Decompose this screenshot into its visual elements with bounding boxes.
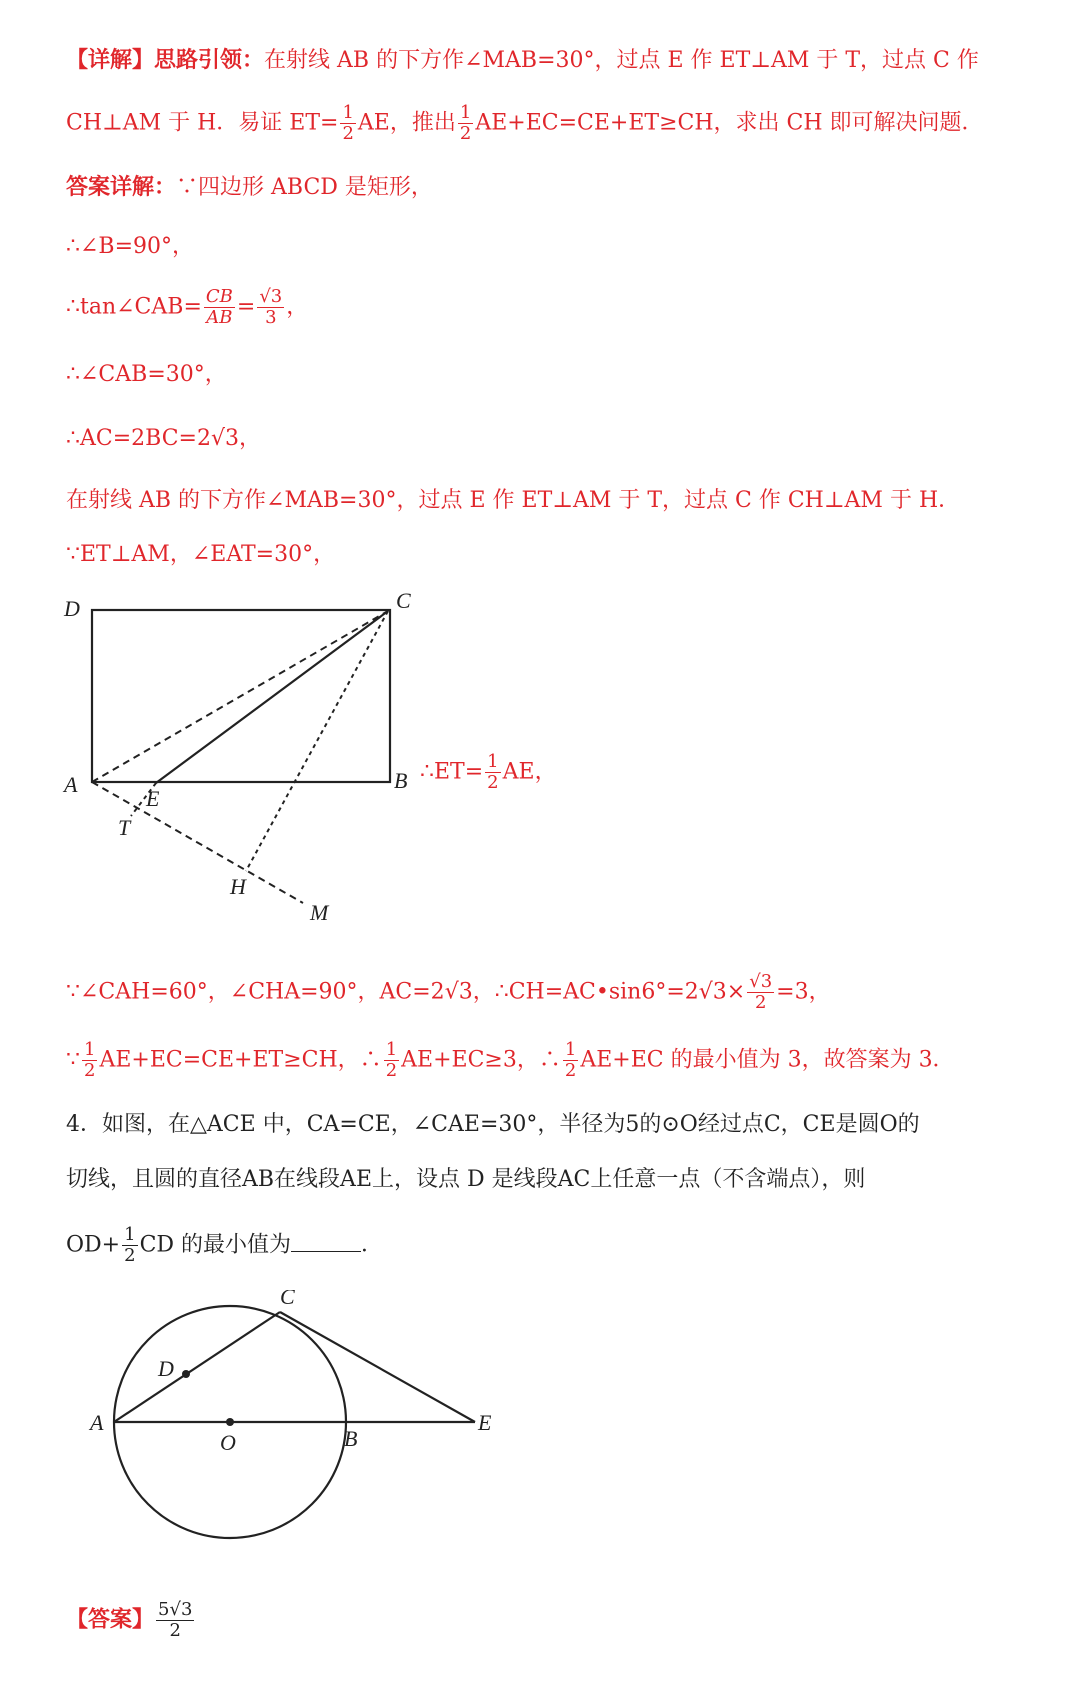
fraction-half: $\frac{1}{2}$ bbox=[487, 751, 499, 793]
fraction-sqrt3-3: $\frac{√3}{3}$ bbox=[259, 286, 283, 328]
label-c: C bbox=[280, 1290, 295, 1309]
label-m: M bbox=[310, 900, 329, 925]
idea-line-2 bbox=[66, 103, 984, 144]
ray-am-dashed bbox=[92, 782, 303, 903]
label-h: H bbox=[230, 874, 246, 899]
label-t: T bbox=[118, 815, 131, 840]
ch-line: ∵∠CAH=60°，∠CHA=90°，AC=2√3，∴CH=AC•sin6°=2√3× $\frac{√3}{2}$ =3， bbox=[66, 971, 831, 1013]
segment-ac-dashed bbox=[92, 611, 388, 782]
label-a: A bbox=[64, 772, 78, 797]
segment-ec bbox=[156, 611, 388, 783]
fraction-half: $\frac{1}{2}$ bbox=[459, 102, 472, 144]
segment-ac bbox=[114, 1312, 280, 1422]
idea-text-2b: AE，推出 bbox=[357, 110, 456, 136]
step-ac: ∴AC=2BC=2√3， bbox=[66, 426, 262, 451]
answer-detail-tag: 答案详解： bbox=[66, 174, 177, 200]
fraction-half: $\frac{1}{2}$ bbox=[124, 1224, 136, 1266]
fraction-half: $\frac{1}{2}$ bbox=[564, 1039, 577, 1081]
fraction-half: $\frac{1}{2}$ bbox=[84, 1039, 96, 1081]
label-d: D bbox=[64, 596, 80, 621]
fraction-sqrt3-2: $\frac{√3}{2}$ bbox=[749, 971, 773, 1013]
answer-fraction: $\frac{5√3}{2}$ bbox=[158, 1599, 193, 1641]
because-et-line: ∵ET⊥AM，∠EAT=30°， bbox=[66, 542, 336, 567]
circle-figure bbox=[80, 1290, 510, 1550]
rectangle-figure bbox=[60, 590, 440, 930]
final-line: ∵ $\frac{1}{2}$ AE+EC=CE+ET≥CH，∴ $\frac{1}{2}$ AE+EC≥3，∴ $\frac{1}{2}$ AE+EC 的最小值为 3，故答案为 3． bbox=[66, 1039, 955, 1081]
problem4-line1: 4．如图，在△ACE 中，CA=CE，∠CAE=30°，半径为5的⊙O经过点C，CE是圆O的 bbox=[66, 1112, 920, 1137]
fraction-half: $\frac{1}{2}$ bbox=[342, 102, 354, 144]
answer-detail-line bbox=[66, 172, 433, 203]
answer-line bbox=[66, 1600, 196, 1641]
label-c: C bbox=[396, 590, 411, 613]
therefore-et-line: ∴ET= $\frac{1}{2}$ AE， bbox=[420, 751, 557, 793]
fraction-cb-ab: $\frac{CB}{AB}$ bbox=[205, 286, 233, 328]
label-d: D bbox=[158, 1356, 174, 1381]
segment-ch-dotted bbox=[246, 611, 388, 871]
idea-text-2c: AE+EC=CE+ET≥CH，求出 CH 即可解决问题． bbox=[475, 110, 984, 136]
label-b: B bbox=[394, 768, 408, 793]
point-o bbox=[226, 1418, 234, 1426]
segment-ce bbox=[280, 1312, 475, 1422]
idea-text-1: 在射线 AB 的下方作∠MAB=30°，过点 E 作 ET⊥AM 于 T，过点 C 作 bbox=[264, 48, 979, 73]
label-o: O bbox=[220, 1430, 236, 1455]
problem4-line2: 切线，且圆的直径AB在线段AE上，设点 D 是线段AC上任意一点（不含端点），则 bbox=[66, 1167, 866, 1192]
construct-line: 在射线 AB 的下方作∠MAB=30°，过点 E 作 ET⊥AM 于 T，过点 C 作 CH⊥AM 于 H． bbox=[66, 488, 961, 513]
problem4-line3: OD+ $\frac{1}{2}$ CD 的最小值为 ． bbox=[66, 1224, 384, 1266]
detail-tag: 【详解】 bbox=[66, 47, 155, 73]
step-tan: ∴tan∠CAB= $\frac{CB}{AB}$ = $\frac{√3}{3}$ ， bbox=[66, 286, 309, 328]
step-cab30: ∴∠CAB=30°， bbox=[66, 362, 227, 387]
answer-blank bbox=[291, 1229, 361, 1252]
answer-detail-text: ∵四边形 ABCD 是矩形， bbox=[176, 175, 433, 200]
label-e: E bbox=[146, 786, 160, 811]
idea-text-2a: CH⊥AM 于 H．易证 ET= bbox=[66, 110, 339, 136]
fraction-half: $\frac{1}{2}$ bbox=[385, 1039, 398, 1081]
idea-tag: 思路引领： bbox=[154, 47, 265, 73]
step-b90: ∴∠B=90°， bbox=[66, 234, 195, 259]
label-b: B bbox=[344, 1426, 358, 1451]
label-e: E bbox=[478, 1410, 492, 1435]
point-d bbox=[182, 1370, 190, 1378]
answer-tag: 【答案】 bbox=[66, 1606, 155, 1633]
label-a: A bbox=[90, 1410, 104, 1435]
idea-line-1 bbox=[66, 45, 979, 76]
